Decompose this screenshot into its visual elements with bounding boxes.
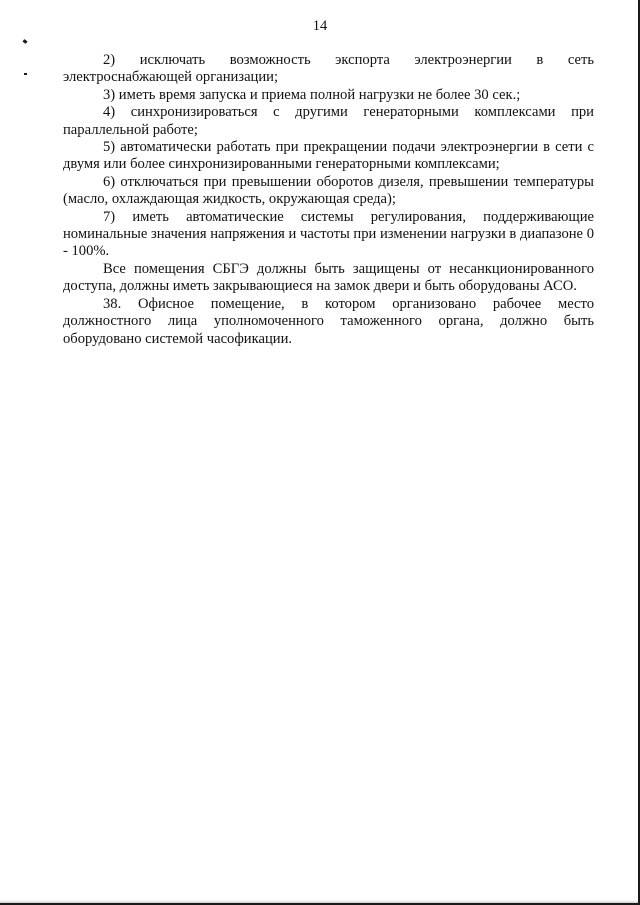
page-bottom-edge <box>0 900 638 903</box>
paragraph-item-7: 7) иметь автоматические системы регулирования, поддерживающие номинальные значения напряжения и частоты при изменении нагрузки в диапазоне 0 - 100%. <box>63 208 594 260</box>
document-body <box>63 52 594 348</box>
paragraph-38-office-room: 38. Офисное помещение, в котором организовано рабочее место должностного лица уполномоченного таможенного органа, должно быть оборудовано системой часофикации. <box>63 295 594 347</box>
paragraph-item-4: 4) синхронизироваться с другими генераторными комплексами при параллельной работе; <box>63 104 594 138</box>
scan-artifact-mark <box>23 39 28 44</box>
paragraph-item-2: 2) исключать возможность экспорта электроэнергии в сеть электроснабжающей организации; <box>63 52 594 86</box>
scan-artifact-mark <box>24 73 27 75</box>
page-number: 14 <box>312 18 328 34</box>
paragraph-item-3: 3) иметь время запуска и приема полной нагрузки не более 30 сек.; <box>103 86 521 103</box>
paragraph-item-6: 6) отключаться при превышении оборотов дизеля, превышении температуры (масло, охлаждающая жидкость, окружающая среда); <box>63 173 594 208</box>
paragraph-premises-protection: Все помещения СБГЭ должны быть защищены от несанкционированного доступа, должны иметь закрывающиеся на замок двери и быть оборудованы АСО. <box>63 260 594 295</box>
paragraph-item-5: 5) автоматически работать при прекращении подачи электроэнергии в сети с двумя или более синхронизированными генераторными комплексами; <box>63 139 594 173</box>
